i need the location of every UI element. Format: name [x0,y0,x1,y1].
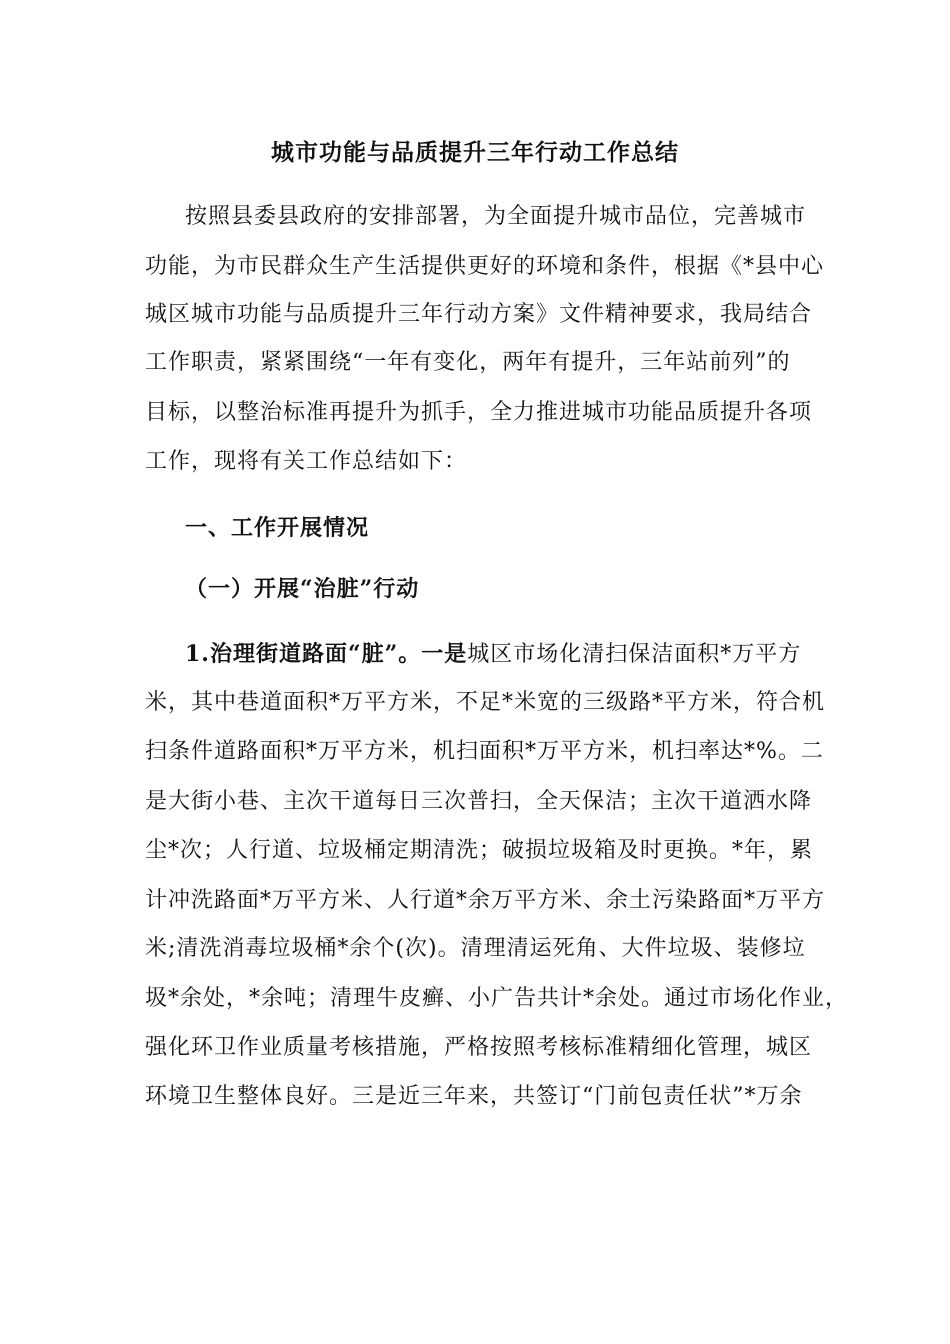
intro-line: 城区城市功能与品质提升三年行动方案》文件精神要求，我局结合 [145,302,813,327]
item-bold-lead: 1.治理街道路面“脏”。一是 [185,641,468,667]
item-line: 环境卫生整体良好。三是近三年来，共签订“门前包责任状”*万余 [145,1084,803,1109]
intro-line: 目标，以整治标准再提升为抓手，全力推进城市功能品质提升各项 [145,400,813,425]
item-line: 强化环卫作业质量考核措施，严格按照考核标准精细化管理，城区 [145,1035,813,1060]
subsection-heading: （一）开展“治脏”行动 [185,576,420,602]
intro-line: 功能，为市民群众生产生活提供更好的环境和条件，根据《*县中心 [145,254,825,279]
item-line: 圾*余处，*余吨；清理牛皮癣、小广告共计*余处。通过市场化作业， [145,986,849,1011]
item-line: 米，其中巷道面积*万平方米，不足*米宽的三级路*平方米，符合机 [145,690,826,715]
document-title: 城市功能与品质提升三年行动工作总结 [271,139,679,166]
item-line: 是大街小巷、主次干道每日三次普扫，全天保洁；主次干道洒水降 [145,789,813,814]
item-line: 尘*次；人行道、垃圾桶定期清洗；破损垃圾箱及时更换。*年，累 [145,838,814,863]
item-line: 扫条件道路面积*万平方米，机扫面积*万平方米，机扫率达*%。二 [145,739,824,764]
section-heading: 一、工作开展情况 [185,515,370,541]
item-first-line [185,637,801,672]
item-line: 计冲洗路面*万平方米、人行道*余万平方米、余土污染路面*万平方 [145,888,826,913]
item-first-line-rest: 城区市场化清扫保洁面积*万平方 [467,642,802,667]
intro-line: 工作，现将有关工作总结如下： [145,449,468,474]
intro-line: 按照县委县政府的安排部署，为全面提升城市品位，完善城市 [185,204,807,229]
intro-line: 工作职责，紧紧围绕“一年有变化，两年有提升，三年站前列”的 [145,350,791,375]
item-line: 米;清洗消毒垃圾桶*余个(次)。清理清运死角、大件垃圾、装修垃 [145,936,806,961]
